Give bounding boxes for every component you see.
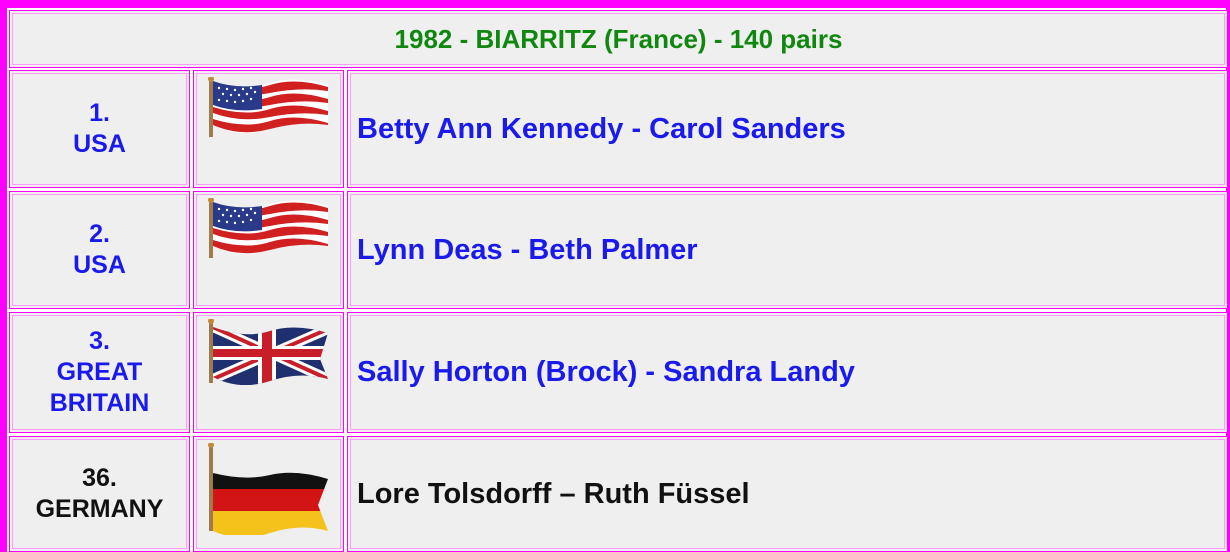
pair-names: Betty Ann Kennedy - Carol Sanders xyxy=(347,70,1228,188)
rank-number: 1. xyxy=(89,99,110,127)
rank-cell xyxy=(9,436,190,552)
country-name: USA xyxy=(73,130,126,158)
flag-cell xyxy=(193,436,344,552)
flag-cell xyxy=(193,70,344,188)
country-name: BRITAIN xyxy=(49,389,150,417)
rank-number: 2. xyxy=(89,220,110,248)
country-name: USA xyxy=(73,251,126,279)
rank-cell xyxy=(9,191,190,309)
pair-names: Sally Horton (Brock) - Sandra Landy xyxy=(347,312,1228,433)
rank-cell xyxy=(9,312,190,433)
country-name: GERMANY xyxy=(35,495,164,523)
rank-cell xyxy=(9,70,190,188)
pair-names: Lynn Deas - Beth Palmer xyxy=(347,191,1228,309)
rank-number: 36. xyxy=(82,464,117,492)
country-name: GREAT xyxy=(56,358,143,386)
uk-flag-icon xyxy=(200,319,330,385)
table-title: 1982 - BIARRITZ (France) - 140 pairs xyxy=(9,10,1228,68)
rank-number: 3. xyxy=(89,327,110,355)
flag-cell xyxy=(193,312,344,433)
usa-flag-icon xyxy=(200,77,330,139)
pair-names: Lore Tolsdorff – Ruth Füssel xyxy=(347,436,1228,552)
germany-flag-icon xyxy=(200,443,330,535)
usa-flag-icon xyxy=(200,198,330,260)
flag-cell xyxy=(193,191,344,309)
